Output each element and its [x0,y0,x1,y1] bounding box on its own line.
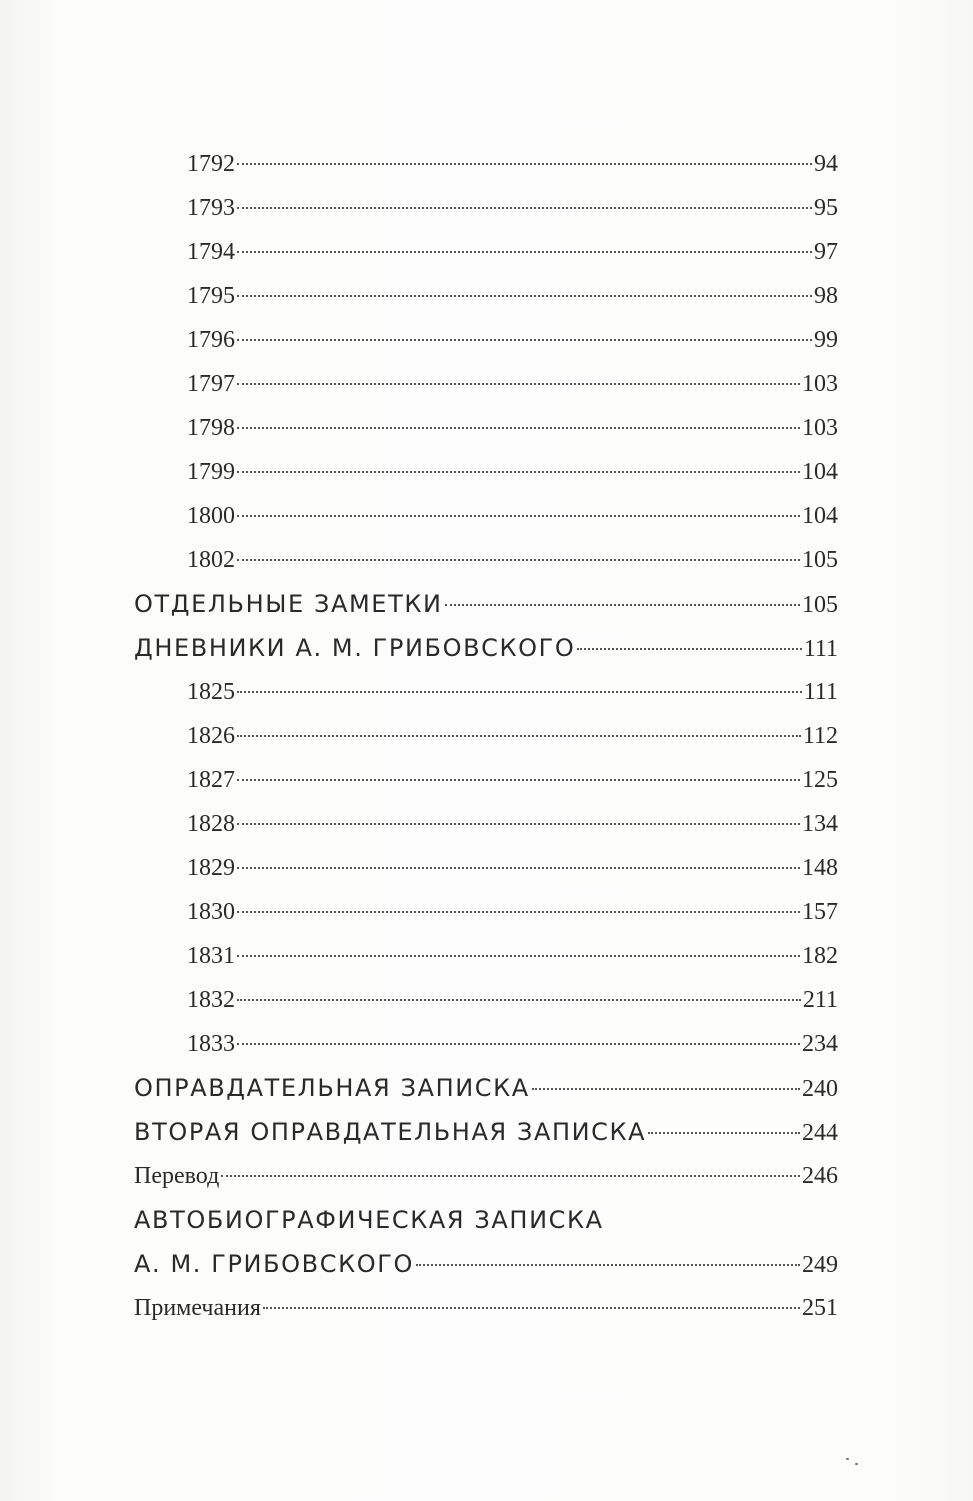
toc-entry [134,274,838,318]
toc-entry [134,1022,838,1066]
toc-page-number: 95 [814,195,838,221]
toc-page-number: 98 [814,283,838,309]
toc-page-number: 99 [814,327,838,353]
dot-leader [237,955,800,957]
toc-entry-label: 1793 [187,195,235,221]
toc-entry [134,934,838,978]
toc-entry-label: 1830 [187,899,235,925]
toc-entry-label: 1802 [187,547,235,573]
toc-entry-label: Примечания [134,1295,261,1321]
toc-entry [134,186,838,230]
toc-entry [134,846,838,890]
toc-entry [134,978,838,1022]
dot-leader [577,648,801,650]
toc-entry-label: 1829 [187,855,235,881]
toc-page-number: 244 [802,1120,838,1146]
toc-page-number: 182 [802,943,838,969]
toc-entry-label: 1828 [187,811,235,837]
toc-page-number: 103 [802,371,838,397]
dot-leader [237,867,800,869]
toc-page-number: 211 [802,987,838,1013]
paper-speck [855,1463,858,1465]
toc-entry-label: 1796 [187,327,235,353]
toc-entry-label: 1792 [187,151,235,177]
toc-entry [134,142,838,186]
toc-page-number: 157 [802,899,838,925]
paper-speck [846,1458,849,1460]
toc-page-number: 111 [803,679,838,705]
dot-leader [532,1088,800,1090]
toc-entries [134,142,838,1198]
dot-leader [237,163,812,165]
toc-page-number: 148 [802,855,838,881]
dot-leader [416,1264,800,1266]
toc-entry-label: 1800 [187,503,235,529]
dot-leader [221,1175,800,1177]
toc-entry [134,406,838,450]
dot-leader [237,427,800,429]
toc-entry-label: 1795 [187,283,235,309]
toc-entry [134,890,838,934]
toc-page-number: 134 [802,811,838,837]
toc-entry-label: 1798 [187,415,235,441]
toc-entry-label: ДНЕВНИКИ А. М. ГРИБОВСКОГО [134,634,576,662]
toc-page-number: 246 [802,1163,838,1189]
dot-leader [237,823,800,825]
dot-leader [237,911,800,913]
toc-page-number: 94 [814,151,838,177]
toc-entry-label: ОПРАВДАТЕЛЬНАЯ ЗАПИСКА [134,1074,530,1102]
toc-page-number: 112 [802,723,838,749]
toc-entry [134,714,838,758]
dot-leader [237,559,800,561]
toc-page-number: 240 [802,1076,838,1102]
dot-leader [237,339,812,341]
toc-page-number: 251 [802,1295,838,1321]
toc-entry [134,626,838,670]
toc-entry [134,802,838,846]
toc-entry [134,1154,838,1198]
dot-leader [237,471,800,473]
dot-leader [237,1043,800,1045]
table-of-contents [134,142,838,1330]
toc-entry-label: 1831 [187,943,235,969]
dot-leader [648,1132,800,1134]
toc-entry-label: ВТОРАЯ ОПРАВДАТЕЛЬНАЯ ЗАПИСКА [134,1118,647,1146]
toc-entry [134,230,838,274]
toc-entry-label: 1794 [187,239,235,265]
toc-entry [134,670,838,714]
toc-page-number: 104 [802,503,838,529]
dot-leader [237,779,800,781]
dot-leader [237,295,812,297]
toc-page-number: 111 [803,636,838,662]
toc-page-number: 105 [802,592,838,618]
dot-leader [237,999,801,1001]
toc-entry [134,582,838,626]
toc-page-number: 105 [802,547,838,573]
toc-page-number: 249 [802,1252,838,1278]
dot-leader [237,735,801,737]
toc-entry-notes [134,1286,838,1330]
toc-entry-autobiography [134,1242,838,1286]
toc-entry-label: 1826 [187,723,235,749]
toc-entry-label: А. М. ГРИБОВСКОГО [134,1250,414,1278]
toc-page-number: 234 [802,1031,838,1057]
toc-page-number: 125 [802,767,838,793]
toc-entry-label: 1799 [187,459,235,485]
toc-page-number: 103 [802,415,838,441]
toc-entry [134,362,838,406]
toc-entry [134,494,838,538]
dot-leader [237,383,800,385]
toc-entry [134,538,838,582]
toc-heading-autobiography-line1: АВТОБИОГРАФИЧЕСКАЯ ЗАПИСКА [134,1206,604,1234]
dot-leader [445,604,800,606]
toc-page-number: 104 [802,459,838,485]
toc-page-number: 97 [814,239,838,265]
dot-leader [237,515,800,517]
dot-leader [263,1307,800,1309]
dot-leader [237,251,812,253]
toc-entry [134,450,838,494]
toc-entry [134,758,838,802]
toc-entry-label: 1832 [187,987,235,1013]
toc-entry [134,1066,838,1110]
toc-entry-label: ОТДЕЛЬНЫЕ ЗАМЕТКИ [134,590,443,618]
toc-entry-label: Перевод [134,1163,220,1189]
toc-entry-label: 1797 [187,371,235,397]
toc-entry-label: 1833 [187,1031,235,1057]
toc-entry [134,1110,838,1154]
dot-leader [237,691,802,693]
toc-entry [134,318,838,362]
toc-entry-label: 1825 [187,679,235,705]
toc-entry-label: 1827 [187,767,235,793]
dot-leader [237,207,812,209]
